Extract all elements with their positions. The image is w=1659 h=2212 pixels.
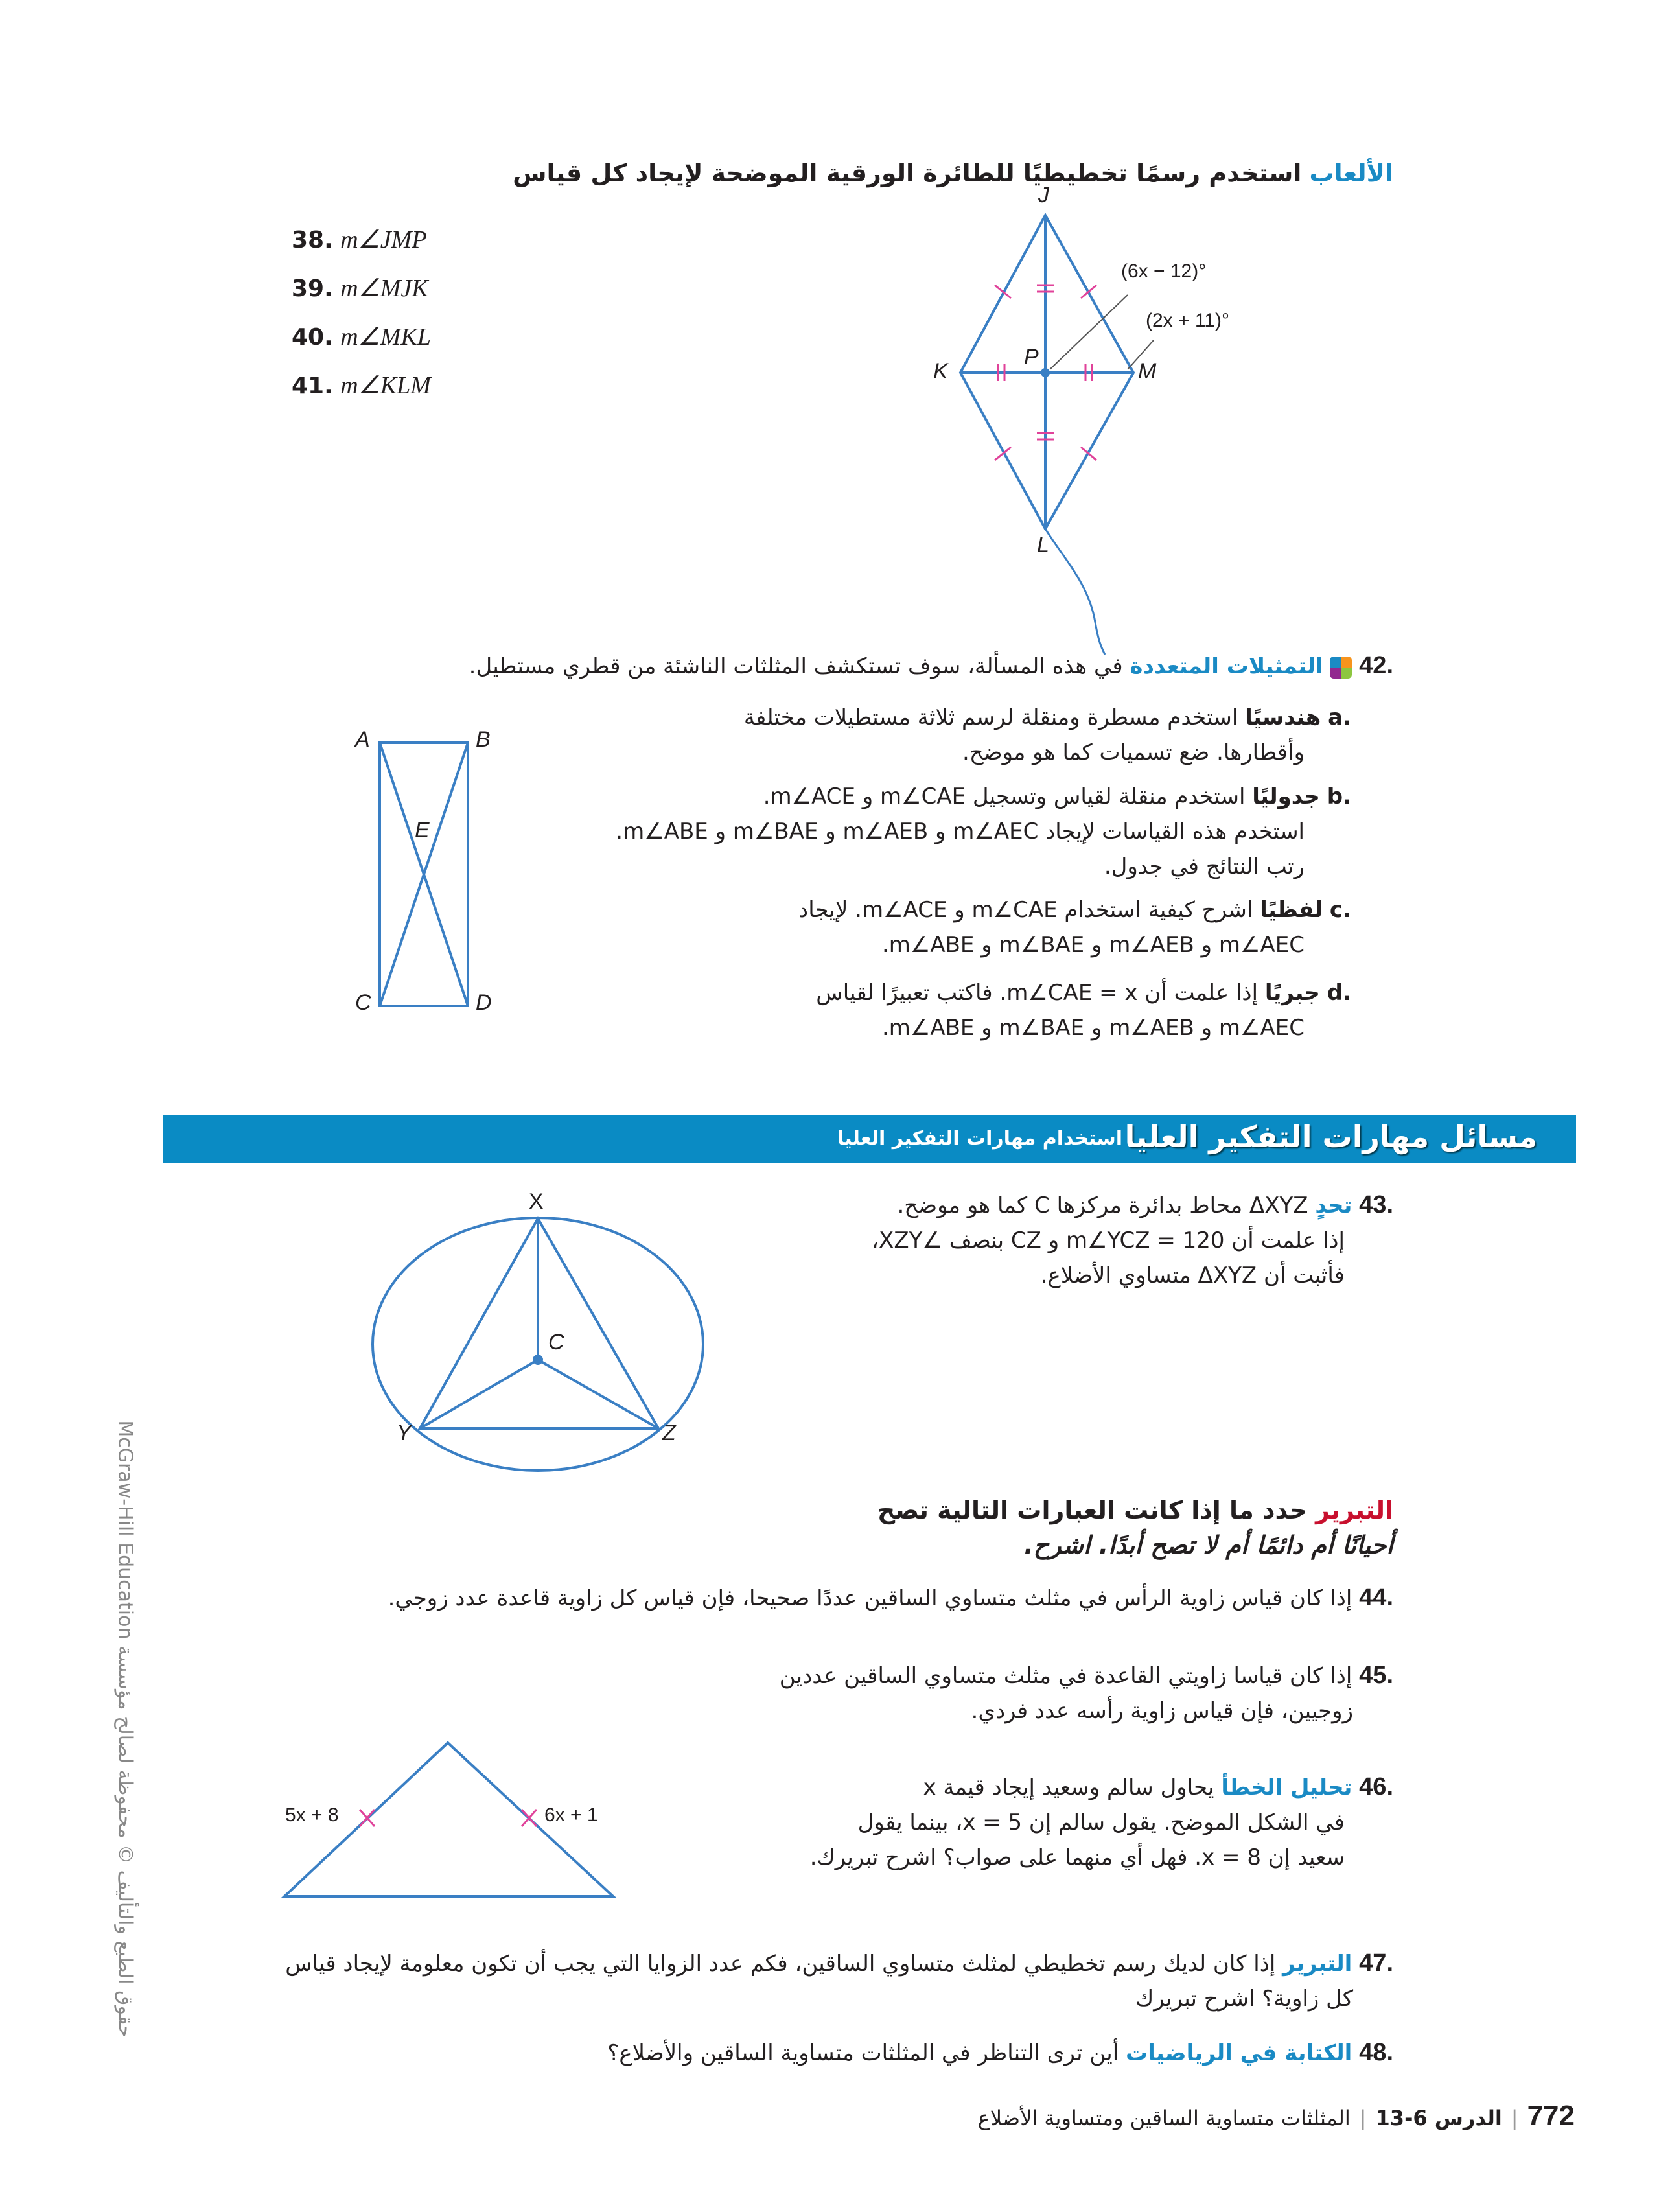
part-letter: .d xyxy=(1327,980,1351,1006)
page-number: 772 xyxy=(1527,2100,1575,2132)
side-label-right: 6x + 1 xyxy=(544,1804,598,1826)
q47 xyxy=(285,1946,1393,2016)
label-a: A xyxy=(355,727,370,752)
q46-line: سعيد إن x = 8. فهل أي منهما على صواب؟ اشرح تبريرك. xyxy=(809,1845,1345,1870)
label-m: M xyxy=(1138,359,1157,384)
banner-subtitle: استخدام مهارات التفكير العليا xyxy=(837,1127,1122,1150)
q47-line: إذا كان لديك رسم تخطيطي لمثلث متساوي الساقين، فكم عدد الزوايا التي يجب أن تكون معلومة لإيجاد قياس xyxy=(285,1951,1276,1977)
q42-part-b xyxy=(616,779,1351,884)
part-line: إذا علمت أن m∠CAE = x. فاكتب تعبيرًا لقياس xyxy=(816,980,1259,1006)
q43-label: تحدٍ xyxy=(1315,1193,1352,1218)
part-line: استخدم منقلة لقياس وتسجيل m∠CAE و m∠ACE. xyxy=(763,784,1246,809)
label-d: D xyxy=(476,990,492,1015)
q43-number: .43 xyxy=(1359,1191,1393,1218)
q42-part-d xyxy=(816,975,1351,1045)
label-k: K xyxy=(933,359,948,384)
label-j: J xyxy=(1038,183,1049,207)
part-line: اشرح كيفية استخدام m∠CAE و m∠ACE. لإيجاد xyxy=(798,897,1253,923)
part-line: m∠AEC و m∠AEB و m∠BAE و m∠ABE. xyxy=(881,932,1305,958)
label-e: E xyxy=(415,818,430,843)
q46-label: تحليل الخطأ xyxy=(1221,1775,1352,1800)
q47-line: كل زاوية؟ اشرح تبريرك xyxy=(1135,1986,1353,2012)
angle-pointer-1 xyxy=(1050,295,1128,369)
q44-number: .44 xyxy=(1359,1584,1393,1611)
part-label: هندسيًا xyxy=(1245,704,1321,730)
reasoning-line2: أحيانًا أم دائمًا أم لا تصح أبدًا. اشرح. xyxy=(1024,1531,1393,1559)
item-expr: m∠JMP xyxy=(340,226,427,253)
q43 xyxy=(872,1187,1393,1293)
triangle-tick-marks xyxy=(360,1810,537,1826)
q45-number: .45 xyxy=(1359,1662,1393,1689)
q45-line: زوجيين، فإن قياس زاوية رأسه عدد فردي. xyxy=(971,1698,1353,1724)
item-expr: m∠MKL xyxy=(340,323,431,351)
q42-label: التمثيلات المتعددة xyxy=(1130,653,1323,679)
q48 xyxy=(607,2035,1393,2071)
part-letter: .b xyxy=(1327,784,1351,809)
q46 xyxy=(810,1769,1393,1875)
q43-line: فأثبت أن ΔXYZ متساوي الأضلاع. xyxy=(1040,1263,1345,1288)
rectangle-figure xyxy=(380,743,468,1006)
part-line: استخدم هذه القياسات لإيجاد m∠AEC و m∠AEB و m∠BAE و m∠ABE. xyxy=(616,819,1305,844)
q48-label: الكتابة في الرياضيات xyxy=(1126,2040,1352,2066)
q48-number: .48 xyxy=(1359,2039,1393,2066)
lesson-title: المثلثات متساوية الساقين ومتساوية الأضلاع xyxy=(977,2106,1351,2130)
label-x: X xyxy=(529,1189,544,1214)
reasoning-line1: حدد ما إذا كانت العبارات التالية تصح xyxy=(877,1496,1307,1524)
part-label: لفظيًا xyxy=(1260,897,1323,923)
label-z: Z xyxy=(662,1421,676,1445)
angle-label-2: (2x + 11)° xyxy=(1146,310,1229,331)
item-number: 39. xyxy=(292,275,333,302)
part-line: وأقطارها. ضع تسميات كما هو موضح. xyxy=(962,739,1305,765)
q46-number: .46 xyxy=(1359,1773,1393,1800)
label-y: Y xyxy=(397,1421,412,1445)
multiple-representations-icon xyxy=(1330,657,1352,679)
part-letter: .a xyxy=(1328,704,1351,730)
label-p: P xyxy=(1024,345,1039,369)
side-label-left: 5x + 8 xyxy=(285,1804,339,1826)
reasoning-heading xyxy=(877,1493,1393,1563)
part-line: m∠AEC و m∠AEB و m∠BAE و m∠ABE. xyxy=(881,1015,1305,1041)
q42-number: .42 xyxy=(1359,652,1393,679)
part-line: رتب النتائج في جدول. xyxy=(1104,854,1305,879)
part-label: جدوليًا xyxy=(1252,784,1320,809)
q43-line: إذا علمت أن m∠YCZ = 120 و CZ بنصف ∠XZY، xyxy=(872,1228,1345,1253)
q42-intro xyxy=(469,648,1393,684)
label-c: C xyxy=(355,990,371,1015)
copyright-side-text: حقوق الطبع والتأليف © محفوظة لصالح مؤسسة McGraw-Hill Education xyxy=(113,1420,137,2038)
circle-triangle-figure xyxy=(373,1218,703,1471)
q45-line: إذا كان قياسا زاويتي القاعدة في مثلث متساوي الساقين عددين xyxy=(779,1663,1352,1689)
q42-intro-text: في هذه المسألة، سوف تستكشف المثلثات الناشئة من قطري مستطيل. xyxy=(469,653,1123,679)
point-p xyxy=(1042,369,1049,376)
item-number: 38. xyxy=(292,227,333,253)
label-l: L xyxy=(1037,533,1049,557)
banner-title: مسائل مهارات التفكير العليا xyxy=(1124,1119,1537,1154)
item-number: 40. xyxy=(292,324,333,351)
lesson-label: الدرس 6-13 xyxy=(1375,2106,1502,2130)
part-line: استخدم مسطرة ومنقلة لرسم ثلاثة مستطيلات مختلفة xyxy=(743,704,1238,730)
part-letter: .c xyxy=(1329,897,1351,923)
kite-string xyxy=(1045,529,1105,655)
q44 xyxy=(388,1580,1393,1616)
q42-part-c xyxy=(798,892,1351,962)
q44-text: إذا كان قياس زاوية الرأس في مثلث متساوي الساقين عددًا صحيحا، فإن قياس كل زاوية قاعدة عدد زوجي. xyxy=(388,1585,1352,1611)
games-instruction: استخدم رسمًا تخطيطيًا للطائرة الورقية الموضحة لإيجاد كل قياس xyxy=(513,159,1302,187)
q47-label: التبرير xyxy=(1282,1951,1352,1977)
angle-label-1: (6x − 12)° xyxy=(1121,261,1207,282)
part-label: جبريًا xyxy=(1264,980,1320,1006)
label-b: B xyxy=(476,727,491,752)
item-expr: m∠MJK xyxy=(340,275,428,302)
section-banner xyxy=(163,1115,1576,1163)
page-footer: 772|الدرس 6-13|المثلثات متساوية الساقين ومتساوية الأضلاع xyxy=(977,2100,1575,2132)
q42-part-a xyxy=(744,700,1351,770)
label-c-center: C xyxy=(548,1330,564,1355)
q48-text: أين ترى التناظر في المثلثات متساوية الساقين والأضلاع؟ xyxy=(607,2040,1119,2066)
q47-number: .47 xyxy=(1359,1950,1393,1977)
games-label: الألعاب xyxy=(1309,159,1393,187)
q43-line: ΔXYZ محاط بدائرة مركزها C كما هو موضح. xyxy=(897,1193,1308,1218)
q45 xyxy=(780,1658,1393,1729)
q46-line: يحاول سالم وسعيد إيجاد قيمة x xyxy=(923,1775,1214,1800)
item-number: 41. xyxy=(292,373,333,399)
reasoning-label: التبرير xyxy=(1316,1496,1393,1524)
item-expr: m∠KLM xyxy=(340,372,431,399)
q46-line: في الشكل الموضح. يقول سالم إن x = 5، بينما يقول xyxy=(857,1810,1345,1835)
